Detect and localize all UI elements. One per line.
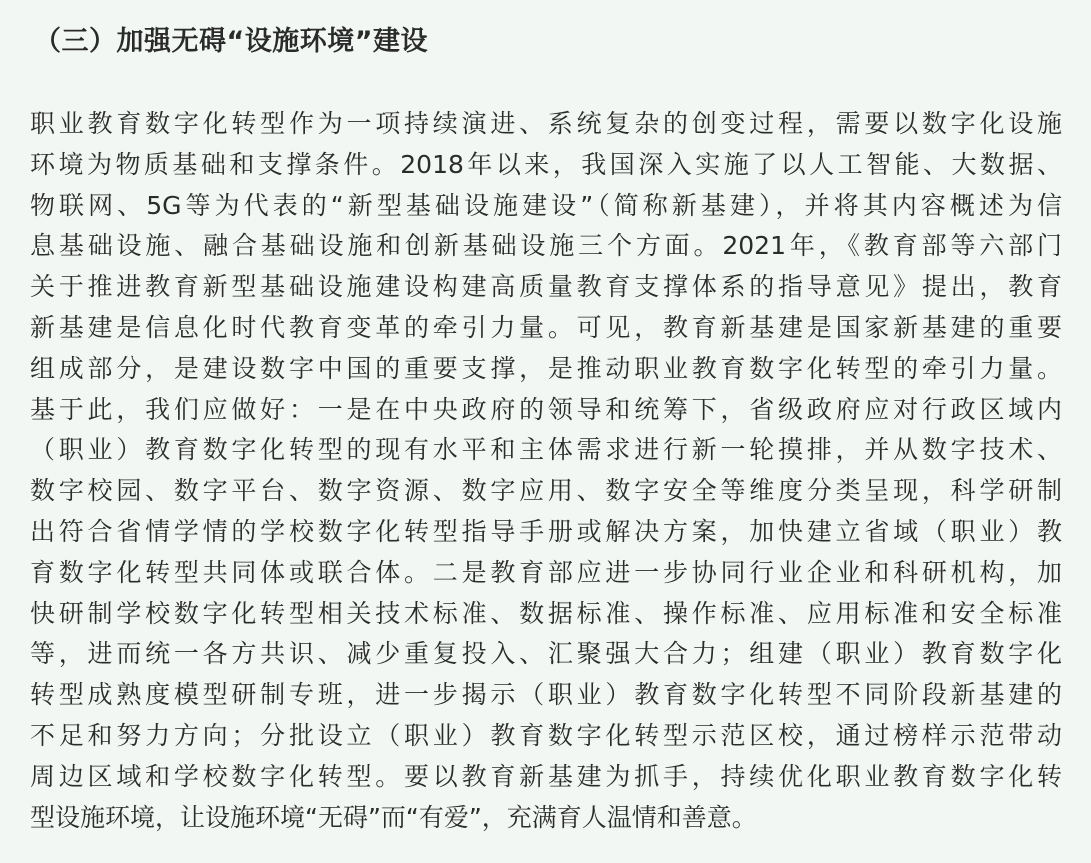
paragraph-line: 基于此，我们应做好：一是在中央政府的领导和统筹下，省级政府应对行政区域内 (30, 394, 1062, 424)
paragraph-line: 息基础设施、融合基础设施和创新基础设施三个方面。2021年，《教育部等六部门 (30, 231, 1062, 261)
paragraph-line: 周边区域和学校数字化转型。要以教育新基建为抓手，持续优化职业教育数字化转 (30, 761, 1062, 791)
paragraph-line: 等，进而统一各方共识、减少重复投入、汇聚强大合力；组建（职业）教育数字化 (30, 639, 1062, 669)
paragraph-line: 物联网、5G等为代表的“新型基础设施建设”（简称新基建），并将其内容概述为信 (30, 190, 1062, 220)
paragraph-line: （职业）教育数字化转型的现有水平和主体需求进行新一轮摸排，并从数字技术、 (30, 435, 1062, 465)
paragraph-line: 快研制学校数字化转型相关技术标准、数据标准、操作标准、应用标准和安全标准 (30, 598, 1062, 628)
paragraph-line: 数字校园、数字平台、数字资源、数字应用、数字安全等维度分类呈现，科学研制 (30, 476, 1062, 506)
paragraph-line: 职业教育数字化转型作为一项持续演进、系统复杂的创变过程，需要以数字化设施 (30, 109, 1062, 138)
paragraph-line: 不足和努力方向；分批设立（职业）教育数字化转型示范区校，通过榜样示范带动 (30, 720, 1062, 750)
paragraph-line: 转型成熟度模型研制专班，进一步揭示（职业）教育数字化转型不同阶段新基建的 (30, 680, 1062, 710)
section-heading: （三）加强无碍“设施环境”建设 (34, 26, 428, 57)
body-paragraph (30, 104, 1062, 838)
paragraph-line: 育数字化转型共同体或联合体。二是教育部应进一步协同行业企业和科研机构，加 (30, 557, 1062, 587)
paragraph-line: 新基建是信息化时代教育变革的牵引力量。可见，教育新基建是国家新基建的重要 (30, 312, 1062, 342)
paragraph-line: 型设施环境，让设施环境“无碍”而“有爱”，充满育人温情和善意。 (30, 802, 757, 832)
paragraph-line: 环境为物质基础和支撑条件。2018年以来，我国深入实施了以人工智能、大数据、 (30, 149, 1062, 179)
paragraph-line: 关于推进教育新型基础设施建设构建高质量教育支撑体系的指导意见》提出，教育 (30, 272, 1062, 302)
paragraph-line: 组成部分，是建设数字中国的重要支撑，是推动职业教育数字化转型的牵引力量。 (30, 353, 1062, 383)
paragraph-line: 出符合省情学情的学校数字化转型指导手册或解决方案，加快建立省域（职业）教 (30, 516, 1062, 546)
